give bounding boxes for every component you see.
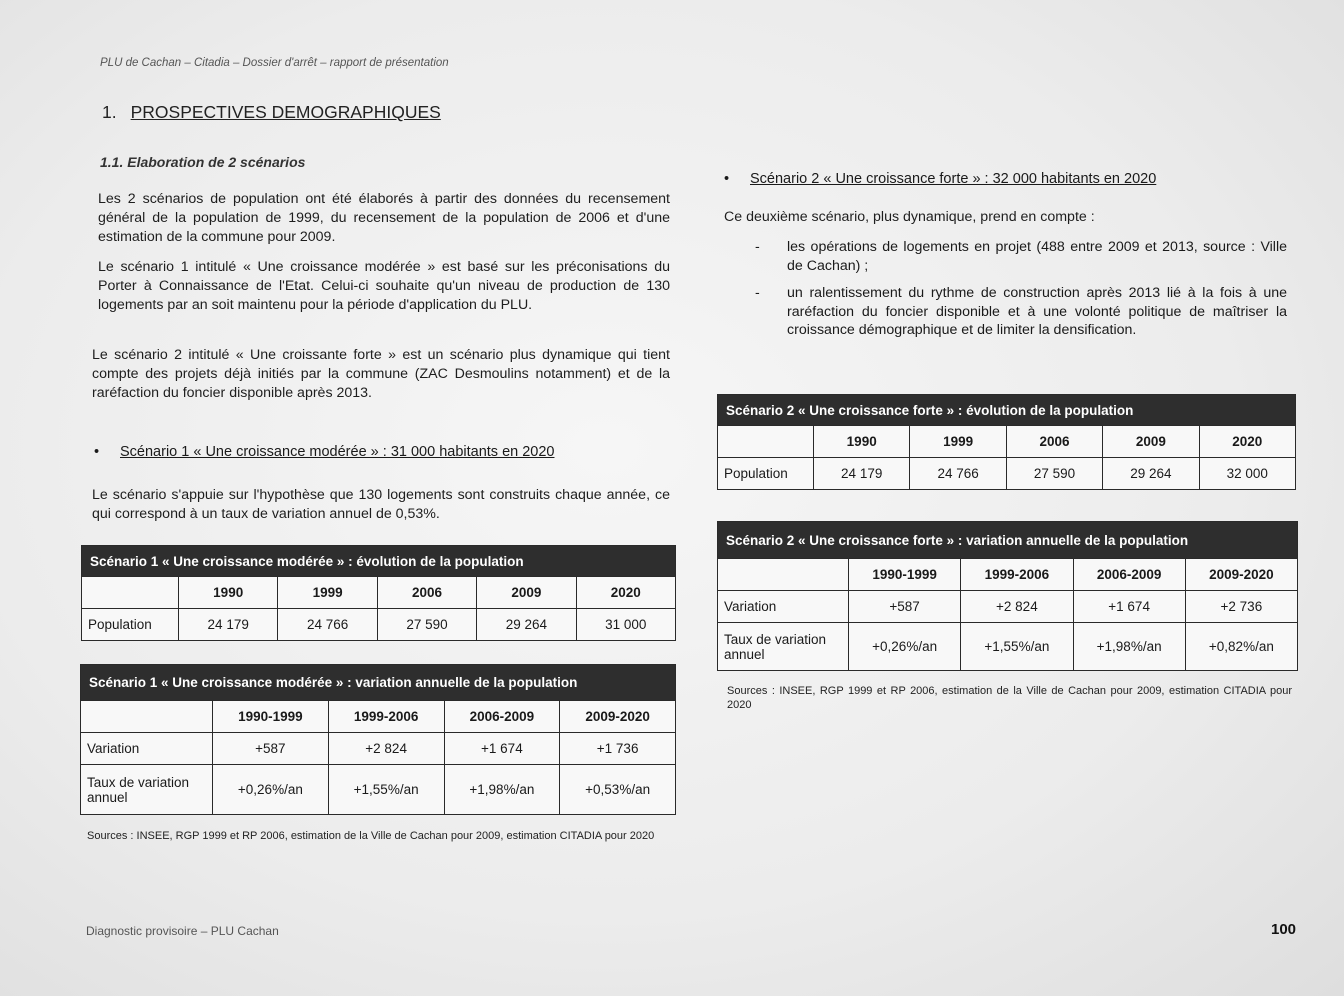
table-scenario-2-population <box>717 394 1296 490</box>
table-cell: 27 590 <box>377 609 476 641</box>
table-row-label: Taux de variation annuel <box>81 765 213 815</box>
table-scenario-2-variation <box>717 521 1298 671</box>
table-caption: Scénario 1 « Une croissance modérée » : évolution de la population <box>82 546 676 577</box>
paragraph-intro: Les 2 scénarios de population ont été élaborés à partir des données du recensement général de la population de 1999, du recensement de la population de 2006 et d'une estimation de la commune pour 2009. <box>98 191 670 245</box>
sources-note: Sources : INSEE, RGP 1999 et RP 2006, estimation de la Ville de Cachan pour 2009, estimation CITADIA pour 2020 <box>727 685 1292 711</box>
table-row-label: Variation <box>718 591 849 623</box>
table-header-year: 2009 <box>477 577 576 609</box>
table-cell: 31 000 <box>576 609 675 641</box>
section-number: 1. <box>102 102 117 122</box>
table-row-label: Population <box>82 609 179 641</box>
scenario-1-heading <box>94 444 670 460</box>
table-cell: 29 264 <box>477 609 576 641</box>
table-cell: +1,55%/an <box>328 765 444 815</box>
table-corner-cell <box>82 577 179 609</box>
table-cell: 24 766 <box>278 609 377 641</box>
table-cell: 24 179 <box>814 458 910 490</box>
paragraph-scenario-1: Le scénario 1 intitulé « Une croissance modérée » est basé sur les préconisations du Porter à Connaissance de l'Etat. Celui-ci souhaite qu'un niveau de production de 130 logements par an soit maintenu pour la période d'application du PLU. <box>98 259 670 313</box>
section-title <box>102 102 441 123</box>
table-header-year: 1999 <box>910 426 1006 458</box>
table-header-year: 1990 <box>814 426 910 458</box>
table-cell: 29 264 <box>1103 458 1199 490</box>
table-cell: +1 736 <box>560 733 676 765</box>
table-cell: 24 179 <box>179 609 278 641</box>
table-header-period: 1999-2006 <box>961 559 1073 591</box>
table-cell: 24 766 <box>910 458 1006 490</box>
table-header-year: 2020 <box>1199 426 1295 458</box>
bullet-marker: • <box>724 171 730 187</box>
table-cell: +2 824 <box>328 733 444 765</box>
table-corner-cell <box>718 559 849 591</box>
paragraph-scenario-2: Le scénario 2 intitulé « Une croissante forte » est un scénario plus dynamique qui tient compte des projets déjà initiés par la commune (ZAC Desmoulins notamment) et de la raréfaction du foncier disponible après 2013. <box>92 347 670 401</box>
table-header-period: 2006-2009 <box>1073 559 1185 591</box>
table-row-label: Variation <box>81 733 213 765</box>
table-cell: +1,98%/an <box>444 765 560 815</box>
table-scenario-1-variation <box>80 664 676 815</box>
list-item-text: un ralentissement du rythme de construction après 2013 lié à la fois à une raréfaction du foncier disponible et à une volonté politique de maîtriser la croissance démographique et de limiter la densification. <box>787 285 1287 338</box>
scenario-2-heading-text: Scénario 2 « Une croissance forte » : 32 000 habitants en 2020 <box>750 171 1157 187</box>
table-header-year: 2006 <box>377 577 476 609</box>
running-header: PLU de Cachan – Citadia – Dossier d'arrêt – rapport de présentation <box>100 57 449 69</box>
scenario-2-factors-list <box>727 238 1287 349</box>
table-header-period: 1999-2006 <box>328 701 444 733</box>
table-cell: +0,53%/an <box>560 765 676 815</box>
table-cell: +1,98%/an <box>1073 623 1185 671</box>
table-header-period: 2009-2020 <box>1185 559 1297 591</box>
table-cell: +0,26%/an <box>849 623 961 671</box>
table-header-period: 2009-2020 <box>560 701 676 733</box>
paragraph-scenario-1-hypothesis: Le scénario s'appuie sur l'hypothèse que 130 logements sont construits chaque année, ce qui correspond à un taux de variation annuel de 0,53%. <box>92 487 670 522</box>
table-corner-cell <box>718 426 814 458</box>
subsection-title: 1.1. Elaboration de 2 scénarios <box>100 154 306 170</box>
table-cell: +1 674 <box>1073 591 1185 623</box>
table-cell: 32 000 <box>1199 458 1295 490</box>
table-row-label: Population <box>718 458 814 490</box>
table-caption: Scénario 1 « Une croissance modérée » : variation annuelle de la population <box>81 665 676 701</box>
scenario-1-heading-text: Scénario 1 « Une croissance modérée » : 31 000 habitants en 2020 <box>120 444 555 460</box>
table-header-period: 1990-1999 <box>213 701 329 733</box>
scenario-2-heading <box>724 171 1284 187</box>
table-cell: +587 <box>849 591 961 623</box>
list-item <box>727 238 1287 275</box>
table-row-label: Taux de variation annuel <box>718 623 849 671</box>
sources-note: Sources : INSEE, RGP 1999 et RP 2006, estimation de la Ville de Cachan pour 2009, estimation CITADIA pour 2020 <box>87 830 655 842</box>
dash-marker: - <box>755 285 760 301</box>
table-scenario-1-population <box>81 545 676 641</box>
table-cell: 27 590 <box>1006 458 1102 490</box>
table-header-year: 2020 <box>576 577 675 609</box>
bullet-marker: • <box>94 444 100 460</box>
list-item-text: les opérations de logements en projet (488 entre 2009 et 2013, source : Ville de Cachan) ; <box>787 239 1287 274</box>
section-title-text: PROSPECTIVES DEMOGRAPHIQUES <box>130 102 441 122</box>
dash-marker: - <box>755 239 760 255</box>
table-cell: +0,82%/an <box>1185 623 1297 671</box>
table-header-year: 1990 <box>179 577 278 609</box>
table-cell: +1 674 <box>444 733 560 765</box>
table-header-year: 2009 <box>1103 426 1199 458</box>
table-caption: Scénario 2 « Une croissance forte » : variation annuelle de la population <box>718 522 1298 559</box>
table-caption: Scénario 2 « Une croissance forte » : évolution de la population <box>718 395 1296 426</box>
table-header-period: 1990-1999 <box>849 559 961 591</box>
table-header-year: 1999 <box>278 577 377 609</box>
table-header-period: 2006-2009 <box>444 701 560 733</box>
list-item <box>727 284 1287 340</box>
table-cell: +1,55%/an <box>961 623 1073 671</box>
page-number: 100 <box>1271 921 1297 938</box>
table-cell: +2 824 <box>961 591 1073 623</box>
page-footer: Diagnostic provisoire – PLU Cachan <box>86 924 279 938</box>
table-cell: +0,26%/an <box>213 765 329 815</box>
table-cell: +587 <box>213 733 329 765</box>
paragraph-scenario-2-intro: Ce deuxième scénario, plus dynamique, prend en compte : <box>724 209 1095 225</box>
table-header-year: 2006 <box>1006 426 1102 458</box>
table-cell: +2 736 <box>1185 591 1297 623</box>
table-corner-cell <box>81 701 213 733</box>
